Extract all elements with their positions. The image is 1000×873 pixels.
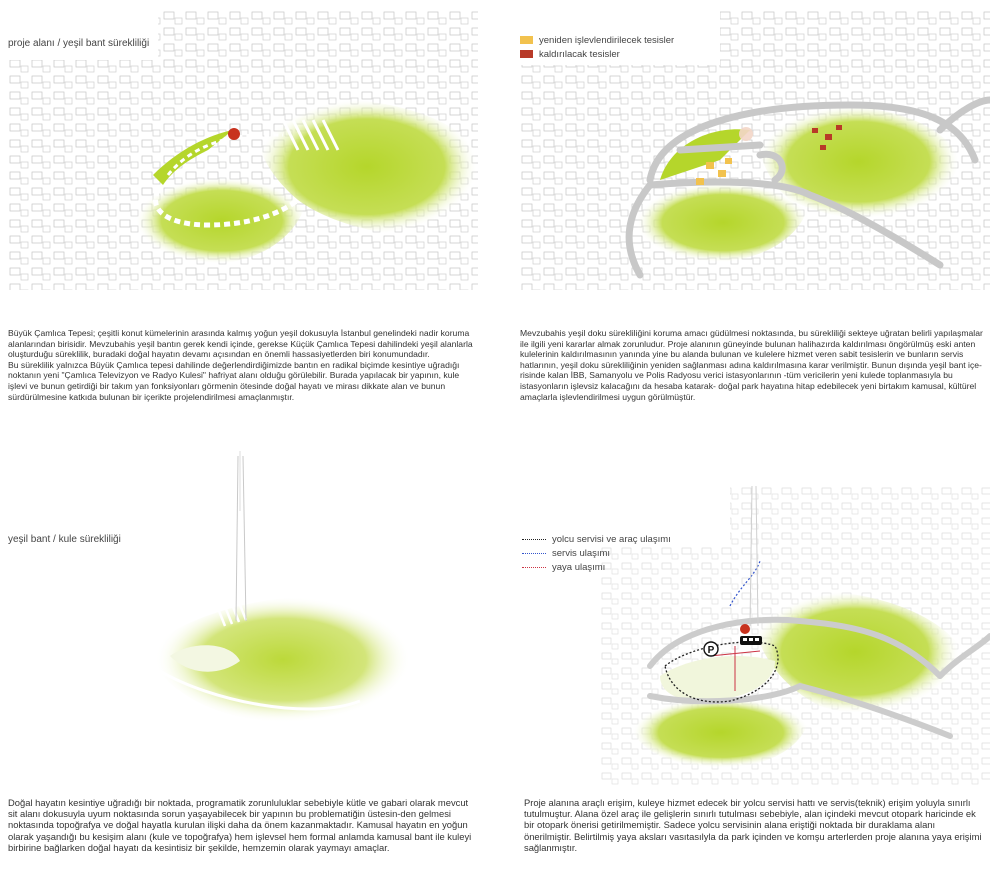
panel-title: yeşil bant / kule sürekliliği bbox=[8, 534, 121, 545]
legend-line-pedestrian bbox=[522, 567, 546, 568]
panel-facilities bbox=[500, 0, 1000, 436]
legend-item-shuttle: yolcu servisi ve araç ulaşımı bbox=[522, 532, 671, 546]
bus-stop-icon bbox=[740, 636, 762, 645]
panel-access bbox=[500, 436, 1000, 873]
parking-symbol: P bbox=[707, 645, 715, 656]
access-legend bbox=[522, 532, 671, 574]
panel-description: Doğal hayatın kesintiye uğradığı bir noktada, programatik zorunluluklar sebebiyle kütle ve gabari olarak mevcut sit alanı dokusuyla uyum noktasında sorun yaşayabilecek bir yapının bu problematiğin üstesin-den gelmesi noktasında topoğrafya ve doğal hayatla kurulan ilişki daha da önem kazanmaktadır. Kamusal hayatın en yoğun olarak yaşandığı bu kesişim alanı (kule ve topoğrafya) hem işlevsel hem formal anlamda kamusal bant ile kuleyi birbirine bağlarken doğal hayatı da kesintisiz bir şekilde, hemzemin olarak yaymayı amaçlar. bbox=[8, 797, 472, 853]
parking-icon bbox=[704, 642, 718, 656]
site-map-1 bbox=[8, 10, 478, 290]
legend-item-reuse: yeniden işlevlendirilecek tesisler bbox=[520, 33, 674, 47]
facilities-legend bbox=[520, 33, 674, 61]
panel-description: Proje alanına araçlı erişim, kuleye hizmet edecek bir yolcu servisi hattı ve servis(teknik) erişim yoluyla sınırlı tutulmuştur. Alana özel araç ile gelişlerin sınırlı tutulması sebebiyle, alan içindeki mevcut otopark haricinde ek bir otopark önerisi getirilmemiştir. Sadece yolcu servisinin alana eriştiği noktada bir duraklama alanı önerilmiştir. Belirtilmiş yaya aksları vasıtasılyla da park içinden ve komşu arterlerden proje alanına yaya erişimi sağlanmıştır. bbox=[524, 797, 982, 853]
panel-title: proje alanı / yeşil bant sürekliliği bbox=[8, 38, 150, 49]
legend-item-pedestrian: yaya ulaşımı bbox=[522, 560, 671, 574]
tower-site-marker bbox=[228, 128, 240, 140]
legend-swatch-reuse bbox=[520, 36, 533, 44]
legend-item-removed: kaldırılacak tesisler bbox=[520, 47, 674, 61]
legend-item-service: servis ulaşımı bbox=[522, 546, 671, 560]
site-map-4 bbox=[600, 486, 990, 786]
panel-description: Büyük Çamlıca Tepesi; çeşitli konut kümelerinin arasında kalmış yoğun yeşil dokusuyla İstanbul genelindeki nadir koruma alanlarından birisidir. Mevzubahis yeşil bantın gerek kendi içinde, gerekse Küçük Çamlıca Tepesi dahilindeki yeşil alanlarla oluşturduğu süreklilik, buradaki doğal hayatın devamı açısından en önemli hassasiyetlerden biri konumundadır. Bu süreklilik yalnızca Büyük Çamlıca tepesi dahilinde değerlendirdiğimizde bantın en radikal biçimde kesintiye uğradığı noktanın yeni "Çamlıca Televizyon ve Radyo Kulesi" hafriyat alanı olduğu görülebilir. Burada yapılacak bir yapının, kule işlevi ve bunun getirdiği bir takım yan fonksiyonları görmenin ötesinde doğal hayatı ve mirası dikkate alan ve bunun sürdürülmesine katkıda bulunan bir içerikte projelendirilmesi amaçlanmıştır. bbox=[8, 328, 473, 402]
panel-green-band-continuity bbox=[0, 0, 500, 436]
legend-swatch-removed bbox=[520, 50, 533, 58]
panel-description: Mevzubahis yeşil doku sürekliliğini koruma amacı güdülmesi noktasında, bu sürekliliği sekteye uğratan belirli yapılaşmalar ile ilgili yeni kararlar almak zorunludur. Proje alanının güneyinde bulunan halihazırda kaldırılması öngörülmüş eski anten kulelerinin kaldırılmasının yanında yine bu alanda bulunan ve kulelere hizmet veren sabit tesislerin ve bunların servis hatlarının, yeşil doku sürekliliğinin yeniden sağlanması adına kaldırılmasına karar verilmiştir. Bunun dışında yeşil bant içe-risinde kalan İBB, Samanyolu ve Polis Radyosu verici istasyonlarının -tüm vericilerin yeni kulede toplanmasıyla bu istasyonların işlevsiz kalacağını da hesaba katarak- doğal park hayatına hitap edebilecek yeni birtakım kamusal, kültürel amaçlarla işlevlendirilmesi uygun görülmüştür. bbox=[520, 328, 983, 402]
legend-line-shuttle bbox=[522, 539, 546, 540]
tower-site-marker bbox=[740, 624, 750, 634]
panel-tower-continuity bbox=[0, 436, 500, 873]
legend-line-service bbox=[522, 553, 546, 554]
site-map-3 bbox=[110, 451, 440, 751]
